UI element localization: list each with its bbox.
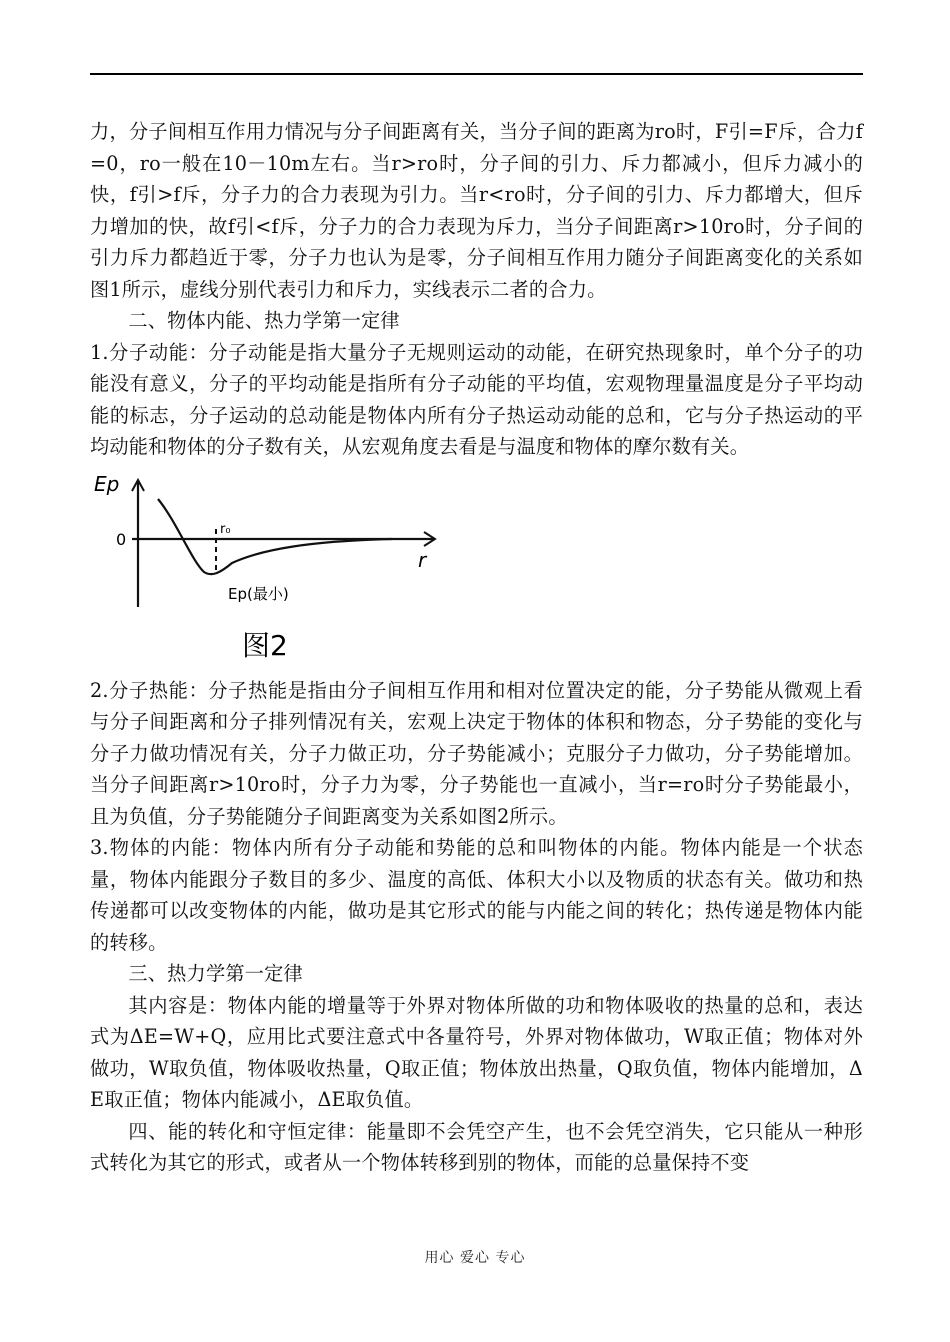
paragraph-internal-energy: 3.物体的内能：物体内所有分子动能和势能的总和叫物体的内能。物体内能是一个状态量，物体内能跟分子数目的多少、温度的高低、体积大小以及物质的状态有关。做功和热传递都可以改变物体的内能，做功是其它形式的能与内能之间的转化；热传递是物体内能的转移。 [90, 836, 863, 954]
minimum-energy-label: Ep(最小) [228, 584, 289, 603]
paragraph-first-law-content: 其内容是：物体内能的增量等于外界对物体所做的功和物体吸收的热量的总和，表达式为ΔE=W+Q，应用比式要注意式中各量符号，外界对物体做功，W取正值；物体对外做功，W取负值，物体吸收热量，Q取正值；物体放出热量，Q取负值，物体内能增加，ΔE取正值；物体内能减小，ΔE取负值。 [90, 993, 863, 1111]
r0-label: r₀ [220, 521, 231, 537]
origin-label: 0 [116, 529, 127, 549]
section-heading-first-law: 三、热力学第一定律 [128, 962, 303, 985]
paragraph-molecular-potential-energy: 2.分子热能：分子热能是指由分子间相互作用和相对位置决定的能，分子势能从微观上看与分子间距离和分子排列情况有关，宏观上决定于物体的体积和物态，分子势能的变化与分子力做功情况有关，分子力做正功，分子势能减小；克服分子力做功，分子势能增加。当分子间距离r>10ro时，分子力为零，分子势能也一直减小，当r=ro时分子势能最小，且为负值，分子势能随分子间距离变为关系如图2所示。 [90, 678, 863, 828]
potential-energy-curve-diagram [92, 469, 452, 669]
header-rule [90, 73, 863, 75]
paragraph-molecular-kinetic-energy: 1.分子动能：分子动能是指大量分子无规则运动的动能，在研究热现象时，单个分子的功能没有意义，分子的平均动能是指所有分子动能的平均值，宏观物理量温度是分子平均动能的标志，分子运动的总动能是物体内所有分子热运动动能的总和，它与分子热运动的平均动能和物体的分子数有关，从宏观角度去看是与温度和物体的摩尔数有关。 [90, 340, 863, 458]
paragraph-intermolecular-force: 力，分子间相互作用力情况与分子间距离有关，当分子间的距离为ro时，F引=F斥，合力f=0，ro一般在10－10m左右。当r>ro时，分子间的引力、斥力都减小，但斥力减小的快，f引>f斥，分子力的合力表现为引力。当r<ro时，分子间的引力、斥力都增大，但斥力增加的快，故f引<f斥，分子力的合力表现为斥力，当分子间距离r>10ro时，分子间的引力斥力都趋近于零，分子力也认为是零，分子间相互作用力随分子间距离变化的关系如图1所示，虚线分别代表引力和斥力，实线表示二者的合力。 [90, 120, 863, 301]
paragraph-energy-conservation: 四、能的转化和守恒定律：能量即不会凭空产生，也不会凭空消失，它只能从一种形式转化为其它的形式，或者从一个物体转移到别的物体，而能的总量保持不变 [90, 1119, 863, 1174]
section-heading-internal-energy: 二、物体内能、热力学第一定律 [128, 309, 400, 332]
x-axis-label: r [418, 547, 427, 572]
potential-energy-curve [158, 499, 392, 574]
y-axis-label: Ep [94, 471, 120, 496]
figure-caption: 图2 [242, 628, 288, 662]
document-body [90, 116, 863, 1179]
page-footer: 用心 爱心 专心 [424, 1250, 526, 1266]
potential-energy-figure [92, 469, 452, 669]
